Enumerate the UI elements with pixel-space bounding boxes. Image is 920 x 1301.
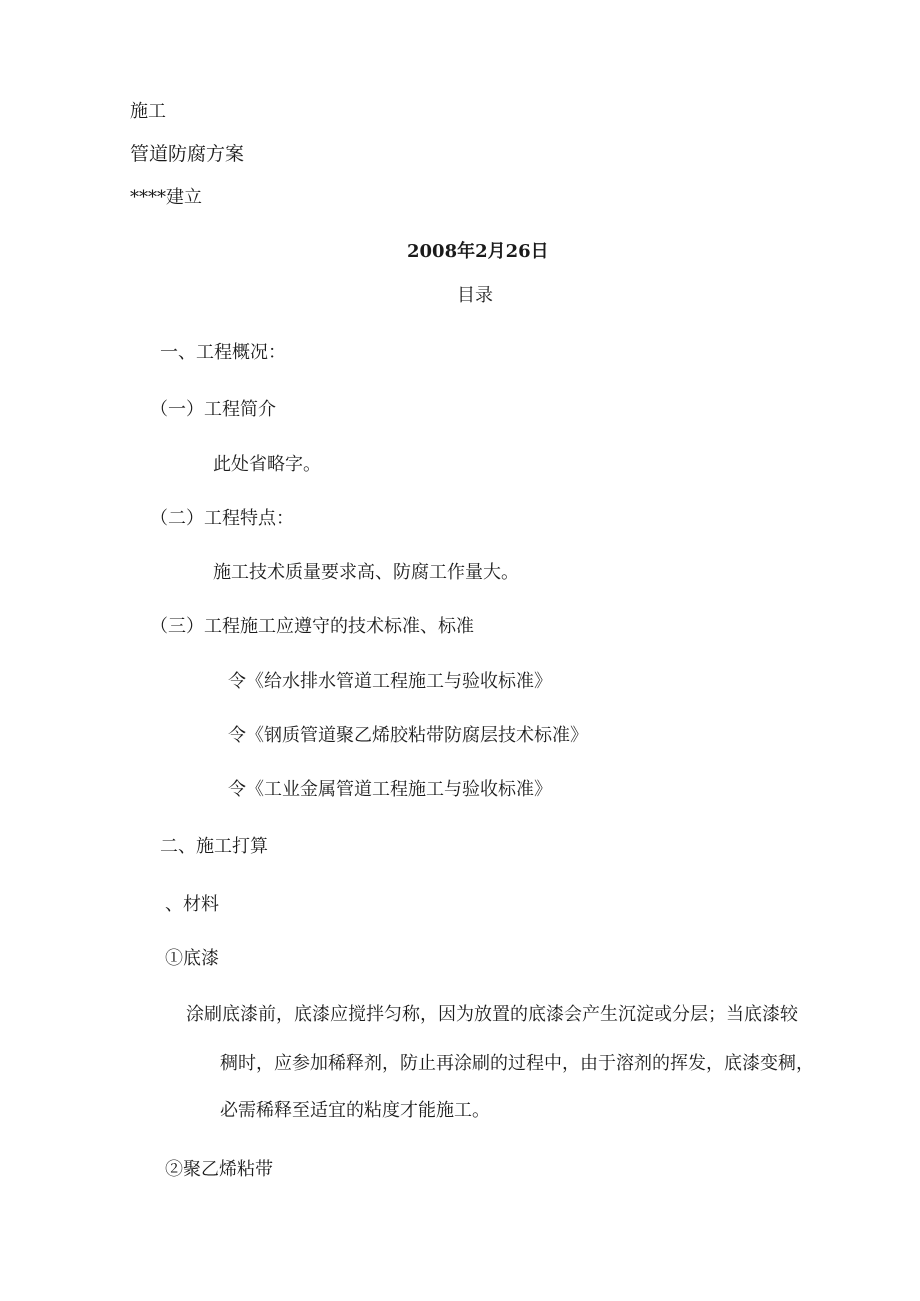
subsection-1-title: （一）工程简介 — [150, 399, 276, 420]
materials-heading: 、材料 — [165, 894, 219, 915]
toc-title: 目录 — [457, 285, 493, 306]
primer-paragraph-line: 稠时，应参加稀释剂，防止再涂刷的过程中，由于溶剂的挥发，底漆变稠， — [220, 1053, 814, 1074]
subsection-1-body: 此处省略字。 — [213, 454, 321, 475]
document-title: 管道防腐方案 — [130, 143, 245, 165]
standard-item: 令《钢质管道聚乙烯胶粘带防腐层技术标准》 — [228, 725, 588, 746]
section-2-heading: 二、施工打算 — [160, 836, 268, 857]
tape-title: ②聚乙烯粘带 — [165, 1159, 273, 1180]
author-line: ****建立 — [130, 187, 202, 208]
standard-item: 令《给水排水管道工程施工与验收标准》 — [228, 671, 552, 692]
primer-paragraph-line: 必需稀释至适宜的粘度才能施工。 — [220, 1100, 490, 1121]
header-line-construction: 施工 — [130, 101, 166, 122]
subsection-2-body: 施工技术质量要求高、防腐工作量大。 — [213, 562, 519, 583]
subsection-3-title: （三）工程施工应遵守的技术标准、标准 — [150, 616, 474, 637]
standard-item: 令《工业金属管道工程施工与验收标准》 — [228, 779, 552, 800]
subsection-2-title: （二）工程特点： — [150, 508, 294, 529]
primer-title: ①底漆 — [165, 948, 219, 969]
section-1-heading: 一、工程概况： — [160, 342, 286, 363]
primer-paragraph-line: 涂刷底漆前，底漆应搅拌匀称，因为放置的底漆会产生沉淀或分层；当底漆较 — [186, 1004, 798, 1025]
document-date: 2008年2月26日 — [407, 241, 549, 262]
